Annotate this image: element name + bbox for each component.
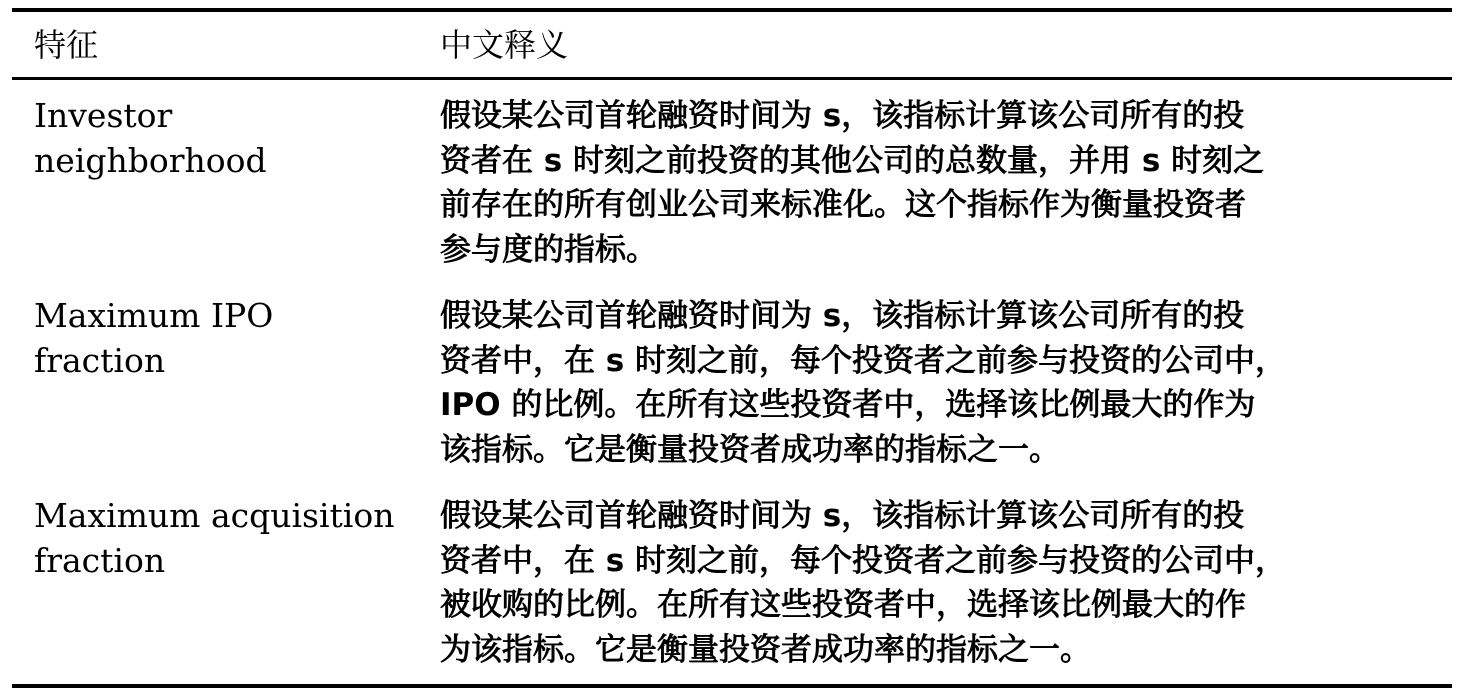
description-line: 参与度的指标。 xyxy=(440,231,657,268)
feature-line: fraction xyxy=(34,540,166,580)
description-cell xyxy=(436,94,1416,272)
table-header-row xyxy=(12,12,1452,77)
feature-line: neighborhood xyxy=(34,140,267,180)
feature-line: Maximum IPO xyxy=(34,296,274,335)
feature-cell xyxy=(12,294,436,383)
description-line: 该指标。它是衡量投资者成功率的指标之一。 xyxy=(440,431,1060,468)
description-line: 被收购的比例。在所有这些投资者中，选择该比例最大的作 xyxy=(440,587,1246,623)
description-line: 为该指标。它是衡量投资者成功率的指标之一。 xyxy=(440,631,1091,668)
table-row xyxy=(12,80,1452,272)
feature-line: Investor xyxy=(34,96,173,135)
table-row xyxy=(12,472,1452,684)
description-line: 资者在 s 时刻之前投资的其他公司的总数量，并用 s 时刻之 xyxy=(440,142,1265,179)
header-description: 中文释义 xyxy=(440,25,569,64)
feature-line: fraction xyxy=(34,340,166,380)
description-cell xyxy=(436,494,1416,672)
feature-table xyxy=(12,8,1452,688)
description-line: 假设某公司首轮融资时间为 s，该指标计算该公司所有的投 xyxy=(440,298,1245,334)
table-row xyxy=(12,272,1452,472)
feature-line: Maximum acquisition xyxy=(34,496,395,535)
description-line: IPO 的比例。在所有这些投资者中，选择该比例最大的作为 xyxy=(440,387,1256,423)
description-cell xyxy=(436,294,1416,472)
description-line: 资者中，在 s 时刻之前，每个投资者之前参与投资的公司中， xyxy=(440,342,1287,379)
description-line: 假设某公司首轮融资时间为 s，该指标计算该公司所有的投 xyxy=(440,498,1245,534)
feature-cell xyxy=(12,94,436,183)
description-line: 资者中，在 s 时刻之前，每个投资者之前参与投资的公司中， xyxy=(440,542,1287,579)
description-line: 假设某公司首轮融资时间为 s，该指标计算该公司所有的投 xyxy=(440,98,1245,134)
description-line: 前存在的所有创业公司来标准化。这个指标作为衡量投资者 xyxy=(440,187,1246,223)
header-feature: 特征 xyxy=(34,25,99,64)
feature-cell xyxy=(12,494,436,583)
table-bottom-rule xyxy=(12,684,1452,688)
